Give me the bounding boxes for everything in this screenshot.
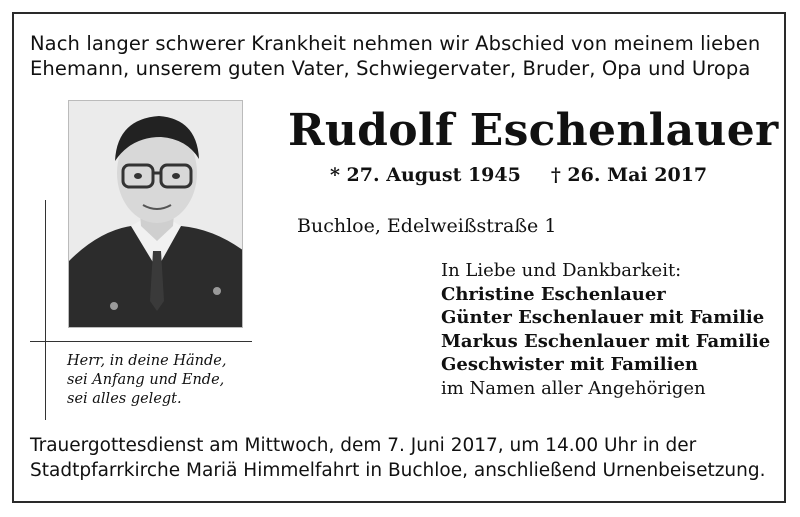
intro-line: Ehemann, unserem guten Vater, Schwiegervater, Bruder, Opa und Uropa	[30, 57, 751, 80]
mourner-name: Geschwister mit Familien	[441, 354, 699, 375]
mourner-name: Günter Eschenlauer mit Familie	[441, 307, 765, 328]
verse-line: sei alles gelegt.	[67, 391, 182, 407]
mourner-name: Markus Eschenlauer mit Familie	[441, 330, 771, 352]
mourners-closing: im Namen aller Angehörigen	[441, 377, 706, 399]
life-dates	[330, 162, 750, 188]
death-date: † 26. Mai 2017	[550, 164, 708, 186]
verse-line: sei Anfang und Ende,	[67, 372, 225, 388]
portrait-photo	[68, 100, 243, 328]
intro-line: Nach langer schwerer Krankheit nehmen wir Abschied von meinem lieben	[30, 32, 761, 55]
deceased-name: Rudolf Eschenlauer	[288, 105, 779, 156]
mourners-block	[441, 259, 781, 400]
divider-vertical	[45, 200, 46, 420]
divider-horizontal	[30, 341, 252, 342]
service-info	[30, 434, 780, 483]
intro-text	[30, 31, 780, 81]
address: Buchloe, Edelweißstraße 1	[297, 215, 557, 237]
bible-verse	[67, 352, 257, 409]
portrait-illustration	[69, 101, 243, 328]
mourner-name: Christine Eschenlauer	[441, 283, 666, 305]
birth-date: * 27. August 1945	[330, 164, 521, 186]
verse-line: Herr, in deine Hände,	[67, 353, 227, 369]
service-line: Stadtpfarrkirche Mariä Himmelfahrt in Buchloe, anschließend Urnenbeisetzung.	[30, 459, 766, 481]
service-line: Trauergottesdienst am Mittwoch, dem 7. Juni 2017, um 14.00 Uhr in der	[30, 435, 697, 456]
mourners-heading: In Liebe und Dankbarkeit:	[441, 260, 682, 281]
